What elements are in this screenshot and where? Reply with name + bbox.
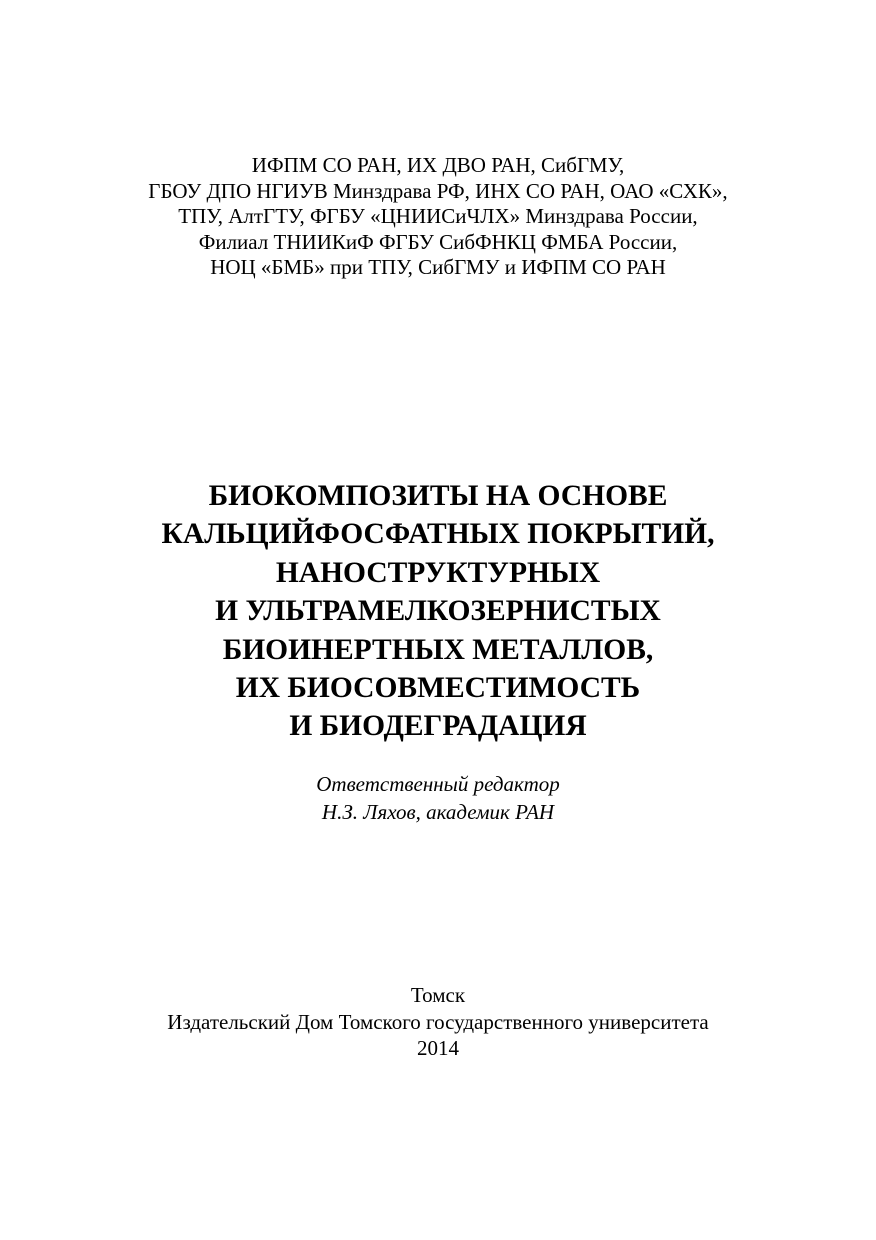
imprint-publisher: Издательский Дом Томского государственного университета [167,1009,709,1034]
title-line: ИХ БИОСОВМЕСТИМОСТЬ [235,672,641,705]
organization-line: ИФПМ СО РАН, ИХ ДВО РАН, СибГМУ, [251,153,625,177]
title-line: БИОКОМПОЗИТЫ НА ОСНОВЕ [208,480,668,512]
title-line: БИОИНЕРТНЫХ МЕТАЛЛОВ, [222,633,654,666]
editor-credit [0,770,876,826]
organizations-list [0,153,876,281]
title-line: И УЛЬТРАМЕЛКОЗЕРНИСТЫХ [215,595,661,628]
editor-name: Н.З. Ляхов, академик РАН [321,800,555,824]
imprint-city: Томск [410,983,466,1007]
imprint-year: 2014 [417,1036,459,1060]
title-line: КАЛЬЦИЙФОСФАТНЫХ ПОКРЫТИЙ, [161,518,715,551]
title-line: И БИОДЕГРАДАЦИЯ [289,710,587,743]
editor-role: Ответственный редактор [316,772,560,796]
organization-line: НОЦ «БМБ» при ТПУ, СибГМУ и ИФПМ СО РАН [210,255,666,279]
organization-line: Филиал ТНИИКиФ ФГБУ СибФНКЦ ФМБА России, [198,229,678,254]
imprint [0,982,876,1062]
book-title [0,477,876,746]
organization-line: ТПУ, АлтГТУ, ФГБУ «ЦНИИСиЧЛХ» Минздрава России, [178,204,698,228]
organization-line: ГБОУ ДПО НГИУВ Минздрава РФ, ИНХ СО РАН, ОАО «СХК», [148,178,728,203]
title-line: НАНОСТРУКТУРНЫХ [275,556,601,589]
